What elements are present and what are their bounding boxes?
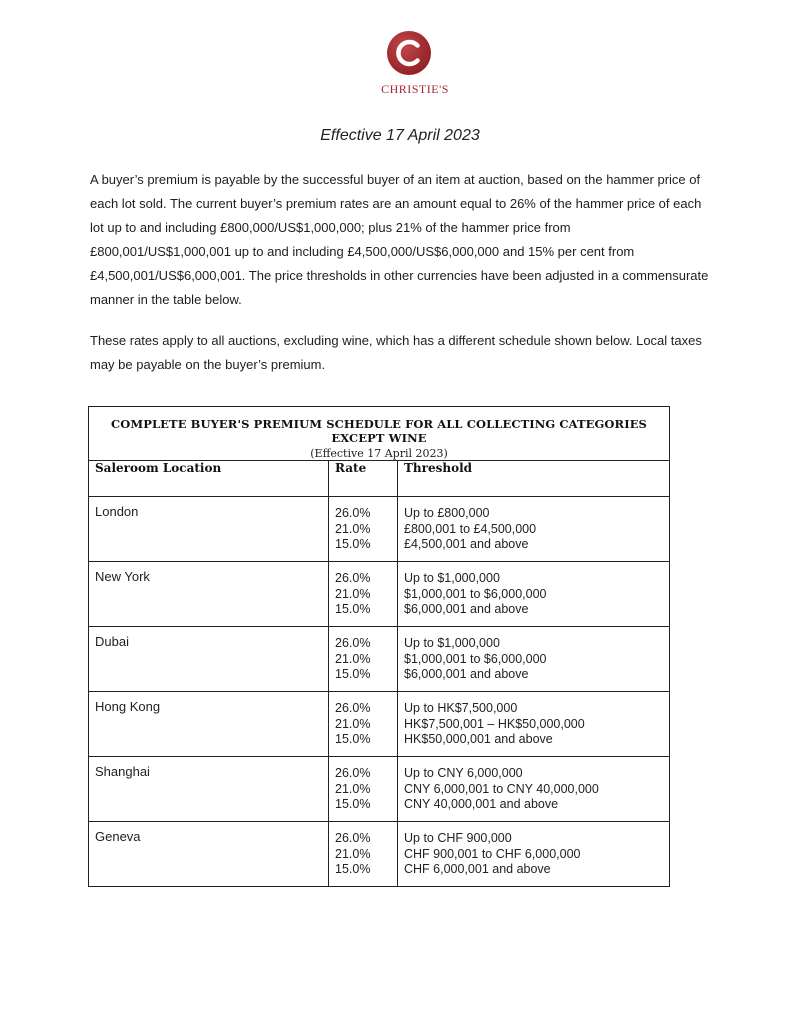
saleroom-location-cell [89,692,329,757]
threshold-value: Up to CNY 6,000,000 [404,766,523,780]
threshold-value: HK$50,000,001 and above [404,732,553,746]
christies-logo [386,30,432,76]
threshold-value: HK$7,500,001 – HK$50,000,000 [404,716,585,731]
table-row [89,497,670,562]
rate-value: 21.0% [335,586,371,601]
threshold-cell [398,627,670,692]
rate-value: 15.0% [335,537,371,551]
threshold-value: $6,000,001 and above [404,667,529,681]
threshold-value: Up to £800,000 [404,506,490,520]
rate-cell [329,757,398,822]
saleroom-location-cell [89,562,329,627]
saleroom-location: Geneva [95,829,141,844]
intro-paragraph: A buyer’s premium is payable by the successful buyer of an item at auction, based on the hammer price of each lot sold. The current buyer’s premium rates are an amount equal to 26% of the hammer price of each lot up to and including £800,000/US$1,000,000; plus 21% of the hammer price from £800,001/US$1,000,001 up to and including £4,500,000/US$6,000,000 and 15% per cent from £4,500,001/US$6,000,001. The price thresholds in other currencies have been adjusted in a commensurate manner in the table below. [90,172,709,307]
threshold-cell [398,757,670,822]
threshold-value: Up to $1,000,000 [404,571,500,585]
rate-cell [329,822,398,887]
column-header-location: Saleroom Location [89,461,329,497]
threshold-cell [398,822,670,887]
premium-schedule-table [88,406,670,887]
threshold-value: CNY 6,000,001 to CNY 40,000,000 [404,781,599,796]
threshold-value: Up to $1,000,000 [404,636,500,650]
saleroom-location-cell [89,822,329,887]
rate-value: 26.0% [335,766,371,780]
threshold-value: £4,500,001 and above [404,537,529,551]
table-subtitle: (Effective 17 April 2023) [310,447,448,460]
threshold-value: CHF 6,000,001 and above [404,862,551,876]
column-header-rate: Rate [329,461,398,497]
saleroom-location: Dubai [95,634,129,649]
rate-value: 21.0% [335,781,371,796]
saleroom-location-cell [89,627,329,692]
rate-cell [329,692,398,757]
saleroom-location: New York [95,569,150,584]
rate-value: 21.0% [335,716,371,731]
table-row [89,822,670,887]
rate-cell [329,562,398,627]
threshold-value: Up to CHF 900,000 [404,831,512,845]
rate-value: 15.0% [335,862,371,876]
table-row [89,562,670,627]
saleroom-location-cell [89,497,329,562]
table-header-row [89,461,670,497]
threshold-value: Up to HK$7,500,000 [404,701,518,715]
threshold-cell [398,692,670,757]
rate-value: 21.0% [335,651,371,666]
rate-value: 26.0% [335,831,371,845]
table-row [89,757,670,822]
table-caption-row [89,407,670,461]
effective-date: Effective 17 April 2023 [320,127,480,144]
saleroom-location: London [95,504,139,519]
rate-value: 26.0% [335,571,371,585]
rate-cell [329,627,398,692]
threshold-value: $1,000,001 to $6,000,000 [404,586,547,601]
rate-value: 15.0% [335,602,371,616]
brand-name: CHRISTIE'S [381,82,449,96]
rate-value: 26.0% [335,506,371,520]
column-header-threshold: Threshold [398,461,670,497]
rate-value: 21.0% [335,521,371,536]
saleroom-location-cell [89,757,329,822]
table-row [89,692,670,757]
threshold-value: £800,001 to £4,500,000 [404,521,537,536]
table-caption [89,407,670,461]
rate-value: 21.0% [335,846,371,861]
threshold-value: CNY 40,000,001 and above [404,797,559,811]
threshold-value: $1,000,001 to $6,000,000 [404,651,547,666]
threshold-cell [398,562,670,627]
threshold-value: CHF 900,001 to CHF 6,000,000 [404,846,581,861]
rate-value: 15.0% [335,797,371,811]
saleroom-location: Hong Kong [95,699,161,714]
saleroom-location: Shanghai [95,764,150,779]
table-row [89,627,670,692]
rate-value: 26.0% [335,636,371,650]
rate-value: 26.0% [335,701,371,715]
rates-note-paragraph: These rates apply to all auctions, excluding wine, which has a different schedule shown below. Local taxes may be payable on the buyer’s premium. [90,333,702,372]
table-title: COMPLETE BUYER'S PREMIUM SCHEDULE FOR ALL COLLECTING CATEGORIES EXCEPT WINE [111,417,647,445]
rate-value: 15.0% [335,732,371,746]
rate-cell [329,497,398,562]
rate-value: 15.0% [335,667,371,681]
threshold-value: $6,000,001 and above [404,602,529,616]
threshold-cell [398,497,670,562]
